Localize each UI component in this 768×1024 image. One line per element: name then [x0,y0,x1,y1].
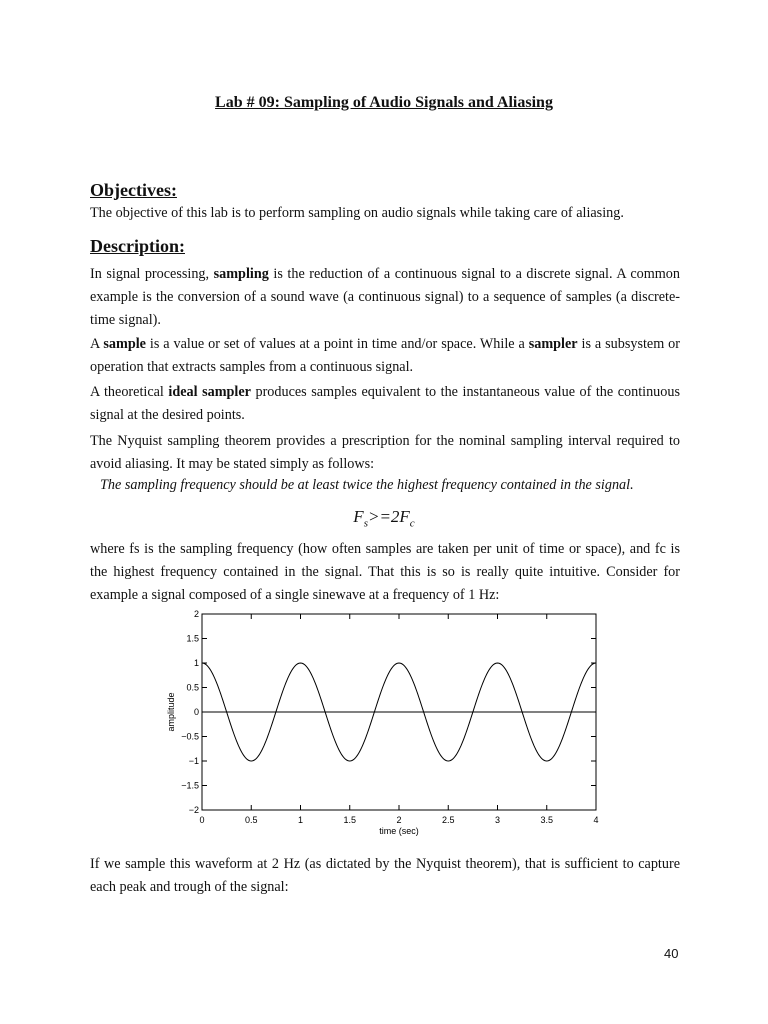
paragraph-ideal-sampler: A theoretical ideal sampler produces samples equivalent to the instantaneous value of the continuous signal at the desired points. [90,384,680,423]
objectives-text: The objective of this lab is to perform sampling on audio signals while taking care of aliasing. [90,205,624,221]
x-tick-label: 2 [396,815,402,825]
y-tick-label: 0 [193,707,199,717]
y-tick-label: 0.5 [186,682,199,693]
page-number: 40 [664,946,679,961]
y-tick-label: 2 [193,609,199,619]
x-tick-label: 1 [297,815,304,825]
x-tick-label: 0 [199,815,205,825]
x-tick-label: 3 [494,815,501,825]
x-tick-label: 3.5 [540,815,554,825]
y-axis-label: amplitude [166,692,176,732]
nyquist-statement: The sampling frequency should be at least twice the highest frequency contained in the signal. [100,477,634,493]
description-heading: Description: [90,236,185,256]
objectives-heading: Objectives: [90,180,177,200]
paragraph-sample: A sample is a value or set of values at a point in time and/or space. While a sampler is a subsystem or operation that extracts samples from a continuous signal. [90,336,680,375]
paragraph-explanation: where fs is the sampling frequency (how often samples are taken per unit of time or space), and fc is the highest frequency contained in the signal. That this is so is really quite intuitive. Consider for example a signal composed of a single sinewave at a frequency of 1 Hz: [90,541,680,603]
y-tick-label: 1.5 [186,633,199,644]
y-tick-label: −0.5 [181,731,199,742]
x-axis-label: time (sec) [379,826,419,836]
y-tick-label: −2 [188,805,199,815]
y-tick-label: 1 [193,658,199,668]
nyquist-formula: $F_s>=2F_c$ [353,507,415,530]
x-tick-label: 2.5 [441,815,455,825]
x-tick-label: 4 [593,815,599,825]
x-tick-label: 1.5 [343,815,357,825]
y-tick-label: −1.5 [181,780,199,791]
paragraph-sampling-2hz: If we sample this waveform at 2 Hz (as dictated by the Nyquist theorem), that is sufficient to capture each peak and trough of the signal: [90,856,680,895]
y-tick-label: −1 [188,756,199,766]
paragraph-nyquist: The Nyquist sampling theorem provides a prescription for the nominal sampling interval required to avoid aliasing. It may be stated simply as follows: [90,433,680,472]
page-title: Lab # 09: Sampling of Audio Signals and Aliasing [215,94,553,111]
paragraph-sampling: In signal processing, sampling is the reduction of a continuous signal to a discrete signal. A common example is the conversion of a sound wave (a continuous signal) to a sequence of samples (a discrete-time signal). [90,266,680,328]
x-tick-label: 0.5 [244,815,258,825]
sinewave-chart [160,605,620,845]
